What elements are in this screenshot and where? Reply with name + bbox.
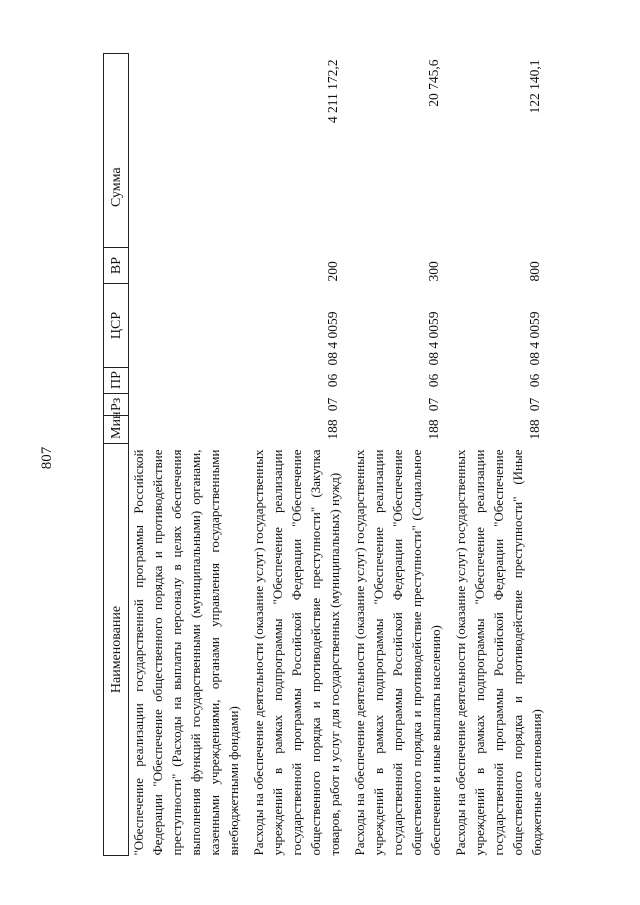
row-name: Расходы на обеспечение деятельности (оказание услуг) государственных учреждений в рамках подпрограммы "Обеспечение реализации государственной программы Российской Федерации "Обеспечение общественного порядка и противодействие преступности" (Социальное обеспечение и иные выплаты населению) (352, 449, 443, 856)
header-csr: ЦСР (104, 284, 129, 368)
row-name: Расходы на обеспечение деятельности (оказание услуг) государственных учреждений в рамках подпрограммы "Обеспечение реализации государственной программы Российской Федерации "Обеспечение общественного порядка и противодействие преступности" (Иные бюджетные ассигнования) (453, 449, 544, 856)
header-vr: ВР (104, 248, 129, 284)
row-vr: 300 (426, 261, 441, 282)
table-header-row (104, 54, 129, 856)
header-pr: ПР (104, 368, 129, 394)
row-vr: 800 (527, 261, 542, 282)
header-rz: Рз (104, 394, 129, 416)
row-sum: 20 745,6 (426, 59, 441, 107)
row-sum: 122 140,1 (527, 59, 542, 114)
row-rz: 07 (426, 397, 441, 412)
row-name: "Обеспечение реализации государственной программы Российской Федерации "Обеспечение общественного порядка и противодействие преступности" (Расходы на выплаты персоналу в целях обеспечения выполнения функций государственными (муниципальными) органами, казенными учреждениями, органами управления государственными внебюджетными фондами) (131, 449, 241, 856)
row-rz (129, 394, 250, 416)
row-rz: 07 (325, 397, 340, 412)
header-name: Наименование (104, 444, 129, 856)
table-row (129, 54, 250, 856)
row-min: 188 (325, 419, 340, 440)
header-min: Мин (104, 416, 129, 444)
row-min (129, 416, 250, 444)
row-vr: 200 (325, 261, 340, 282)
row-csr (129, 284, 250, 368)
row-sum: 4 211 172,2 (325, 59, 340, 124)
row-min: 188 (527, 419, 542, 440)
table-row (350, 54, 451, 856)
row-csr: 08 4 0059 (325, 311, 340, 366)
table-row (451, 54, 552, 856)
row-pr: 06 (426, 373, 441, 388)
table-row (249, 54, 350, 856)
page-number: 807 (39, 446, 55, 470)
row-min: 188 (426, 419, 441, 440)
row-name: Расходы на обеспечение деятельности (оказание услуг) государственных учреждений в рамках подпрограммы "Обеспечение реализации государственной программы Российской Федерации "Обеспечение общественного порядка и противодействие преступности" (Закупка товаров, работ и услуг для государственных (муниципальных) нужд) (251, 449, 342, 856)
row-rz: 07 (527, 397, 542, 412)
row-pr: 06 (527, 373, 542, 388)
row-csr: 08 4 0059 (426, 311, 441, 366)
row-csr: 08 4 0059 (527, 311, 542, 366)
rotated-page-content (103, 54, 581, 856)
row-pr: 06 (325, 373, 340, 388)
budget-table (103, 53, 552, 856)
row-pr (129, 368, 250, 394)
row-vr (129, 248, 250, 284)
row-sum (129, 54, 250, 248)
header-sum: Сумма (104, 54, 129, 248)
